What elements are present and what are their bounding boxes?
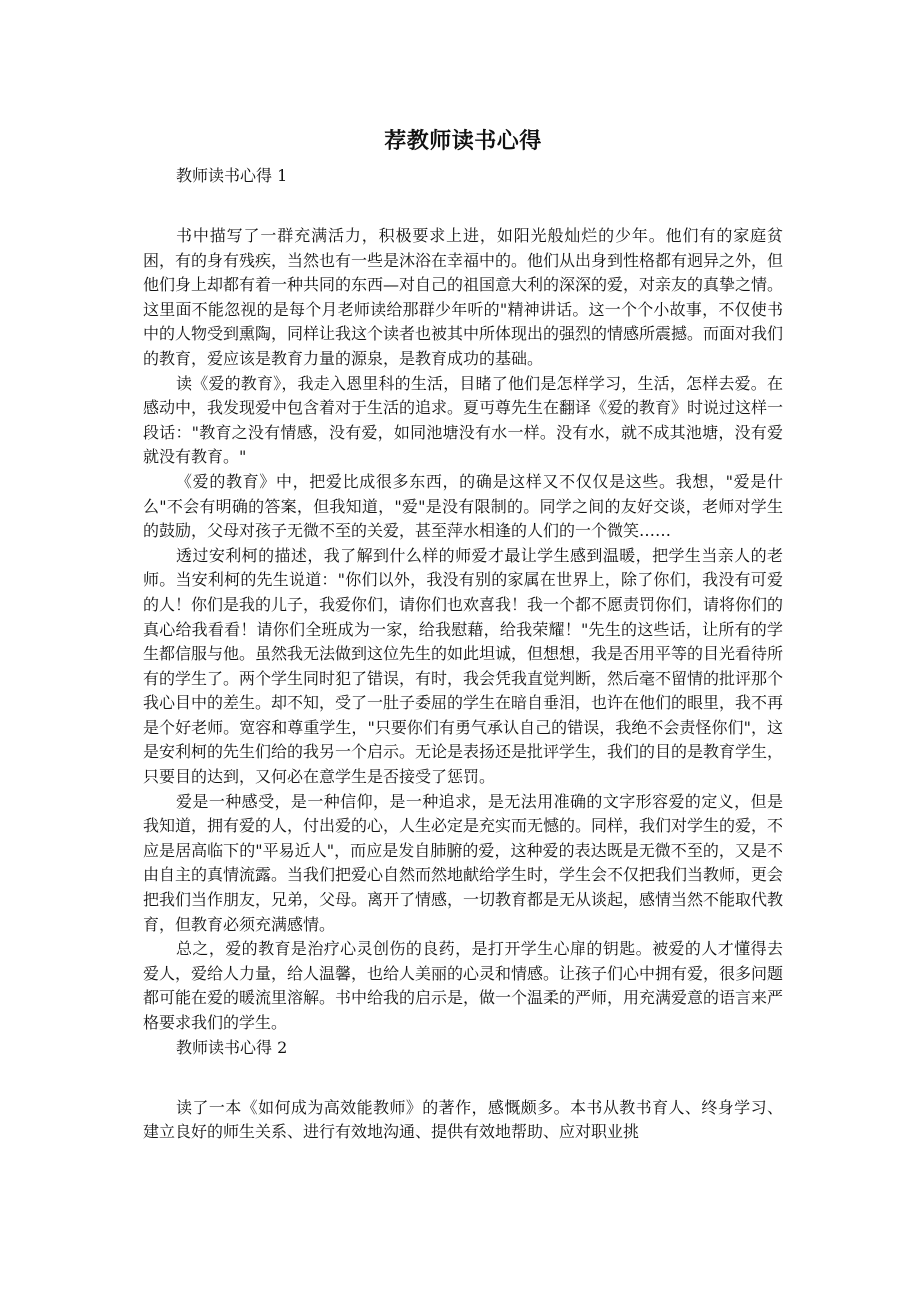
blank-line — [143, 188, 783, 214]
section-1-heading: 教师读书心得 1 — [176, 166, 288, 185]
section-1-paragraph-3: 《爱的教育》中，把爱比成很多东西，的确是这样又不仅仅是这些。我想，"爱是什么"不会有明确的答案，但我知道，"爱"是没有限制的。同学之间的友好交谈，老师对学生的鼓励，父母对孩子无微不至的关爱，甚至萍水相逢的人们的一个微笑…… — [143, 471, 783, 541]
section-1-paragraph-5: 爱是一种感受，是一种信仰，是一种追求，是无法用准确的文字形容爱的定义，但是我知道，拥有爱的人，付出爱的心，人生必定是充实而无憾的。同样，我们对学生的爱，不应是居高临下的"平易近人"，而应是发自肺腑的爱，这种爱的表达既是无微不至的，又是不由自主的真情流露。当我们把爱心自然而然地献给学生时，学生会不仅把我们当教师，更会把我们当作朋友，兄弟，父母。离开了情感，一切教育都是无从谈起，感情当然不能取代教育，但教育必须充满感情。 — [143, 791, 784, 934]
section-1-paragraph-2: 读《爱的教育》，我走入恩里科的生活，目睹了他们是怎样学习，生活，怎样去爱。在感动中，我发现爱中包含着对于生活的追求。夏丏尊先生在翻译《爱的教育》时说过这样一段话："教育之没有情感，没有爱，如同池塘没有水一样。没有水，就不成其池塘，没有爱就没有教育。" — [143, 373, 784, 467]
section-2-paragraph-1: 读了一本《如何成为高效能教师》的著作，感慨颇多。本书从教书育人、终身学习、建立良好的师生关系、进行有效地沟通、提供有效地帮助、应对职业挑 — [143, 1097, 783, 1142]
section-1-paragraph-4: 透过安利柯的描述，我了解到什么样的师爱才最让学生感到温暖，把学生当亲人的老师。当安利柯的先生说道："你们以外，我没有别的家属在世界上，除了你们，我没有可爱的人！你们是我的儿子，我爱你们，请你们也欢喜我！我一个都不愿责罚你们，请将你们的真心给我看看！请你们全班成为一家，给我慰藉，给我荣耀！"先生的这些话，让所有的学生都信服与他。虽然我无法做到这位先生的如此坦诚，但想想，我是否用平等的目光看待所有的学生了。两个学生同时犯了错误，有时，我会凭我直觉判断，然后毫不留情的批评那个我心目中的差生。却不知，受了一肚子委屈的学生在暗自垂泪，也许在他们的眼里，我不再是个好老师。宽容和尊重学生，"只要你们有勇气承认自己的错误，我绝不会责怪你们"，这是安利柯的先生们给的我另一个启示。无论是表扬还是批评学生，我们的目的是教育学生，只要目的达到，又何必在意学生是否接受了惩罚。 — [143, 545, 784, 787]
document-title: 荐教师读书心得 — [384, 128, 542, 154]
blank-line — [143, 1060, 783, 1086]
section-2-heading: 教师读书心得 2 — [176, 1037, 288, 1057]
section-1-paragraph-6: 总之，爱的教育是治疗心灵创伤的良药，是打开学生心扉的钥匙。被爱的人才懂得去爱人，爱给人力量，给人温馨，也给人美丽的心灵和情感。让孩子们心中拥有爱，很多问题都可能在爱的暖流里溶解。书中给我的启示是，做一个温柔的严师，用充满爱意的语言来严格要求我们的学生。 — [143, 939, 784, 1032]
document-page — [143, 118, 783, 1145]
section-1-paragraph-1: 书中描写了一群充满活力，积极要求上进，如阳光般灿烂的少年。他们有的家庭贫困，有的身有残疾，当然也有一些是沐浴在幸福中的。他们从出身到性格都有迥异之外，但他们身上却都有着一种共同的东西—对自己的祖国意大利的深深的爱，对亲友的真挚之情。这里面不能忽视的是每个月老师读给那群少年听的"精神讲话。这一个个小故事，不仅使书中的人物受到熏陶，同样让我这个读者也被其中所体现出的强烈的情感所震撼。而面对我们的教育，爱应该是教育力量的源泉，是教育成功的基础。 — [143, 226, 784, 368]
